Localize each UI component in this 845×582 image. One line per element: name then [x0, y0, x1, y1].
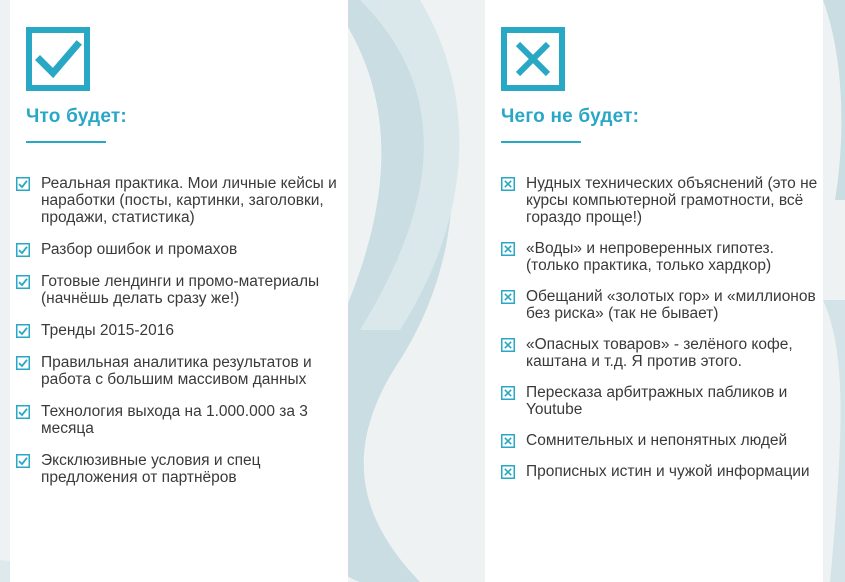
list-item-text: Нудных технических объяснений (это не курсы компьютерной грамотности, всё гораздо проще!): [526, 175, 818, 226]
wont-be-title: Чего не будет:: [501, 106, 640, 127]
list-item-text: Готовые лендинги и промо-материалы (начнёшь делать сразу же!): [41, 273, 320, 307]
small-checkbox-checked-icon: [16, 275, 30, 289]
wont-be-list: [501, 175, 819, 494]
list-item-text: Технология выхода на 1.000.000 за 3 месяца: [41, 403, 308, 437]
list-item: [16, 175, 341, 226]
will-be-list: [16, 175, 341, 501]
list-item-text: Реальная практика. Мои личные кейсы и наработки (посты, картинки, заголовки, продажи, статистика): [41, 175, 337, 226]
list-item: [16, 354, 341, 388]
will-be-title: Что будет:: [26, 106, 127, 127]
will-be-title-underline: [26, 141, 106, 143]
list-item: [16, 452, 341, 486]
list-item-text: Правильная аналитика результатов и работа с большим массивом данных: [41, 354, 312, 388]
list-item: [501, 240, 819, 274]
list-item: [501, 432, 819, 449]
list-item: [16, 403, 341, 437]
small-checkbox-crossed-icon: [501, 386, 515, 400]
list-item-text: Прописных истин и чужой информации: [526, 463, 810, 480]
list-item: [501, 175, 819, 226]
small-checkbox-crossed-icon: [501, 290, 515, 304]
small-checkbox-checked-icon: [16, 243, 30, 257]
small-checkbox-crossed-icon: [501, 465, 515, 479]
list-item: [16, 241, 341, 258]
list-item: [501, 463, 819, 480]
small-checkbox-crossed-icon: [501, 434, 515, 448]
small-checkbox-checked-icon: [16, 324, 30, 338]
checkbox-crossed-icon: [501, 27, 565, 91]
list-item: [501, 384, 819, 418]
small-checkbox-checked-icon: [16, 177, 30, 191]
small-checkbox-crossed-icon: [501, 177, 515, 191]
list-item: [16, 322, 341, 339]
list-item-text: Пересказа арбитражных пабликов и Youtube: [526, 384, 788, 418]
small-checkbox-checked-icon: [16, 405, 30, 419]
list-item-text: Обещаний «золотых гор» и «миллионов без риска» (так не бывает): [526, 288, 816, 322]
list-item-text: «Воды» и непроверенных гипотез. (только практика, только хардкор): [526, 240, 774, 274]
list-item: [501, 288, 819, 322]
list-item: [16, 273, 341, 307]
small-checkbox-crossed-icon: [501, 242, 515, 256]
list-item-text: «Опасных товаров» - зелёного кофе, каштана и т.д. Я против этого.: [526, 336, 793, 370]
list-item-text: Сомнительных и непонятных людей: [526, 432, 788, 449]
list-item-text: Тренды 2015-2016: [41, 322, 175, 339]
wont-be-card: [485, 0, 823, 582]
wont-be-title-underline: [501, 141, 581, 143]
checkbox-checked-icon: [26, 27, 90, 91]
small-checkbox-checked-icon: [16, 356, 30, 370]
list-item-text: Разбор ошибок и промахов: [41, 241, 238, 258]
small-checkbox-checked-icon: [16, 454, 30, 468]
list-item: [501, 336, 819, 370]
small-checkbox-crossed-icon: [501, 338, 515, 352]
list-item-text: Эксклюзивные условия и спец предложения от партнёров: [41, 452, 261, 486]
will-be-card: [10, 0, 348, 582]
